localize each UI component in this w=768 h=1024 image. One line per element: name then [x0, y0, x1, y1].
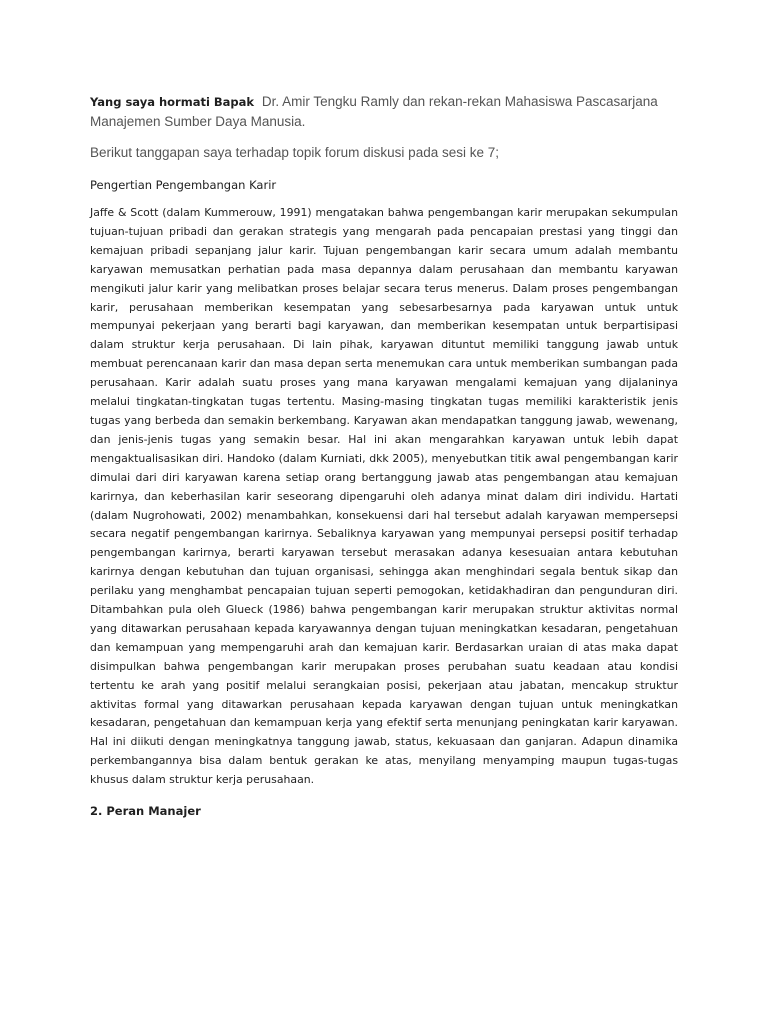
section-heading: Pengertian Pengembangan Karir: [90, 178, 277, 192]
salutation: [90, 92, 678, 131]
body-paragraph: Jaffe & Scott (dalam Kummerouw, 1991) mengatakan bahwa pengembangan karir merupakan sekumpulan tujuan-tujuan pribadi dan gerakan strategis yang mengarah pada pencapaian prestasi yang tinggi dan kemajuan pribadi sepanjang jalur karir. Tujuan pengembangan karir secara umum adalah membantu karyawan memusatkan perhatian pada masa depannya dalam perusahaan dan membantu karyawan mengikuti jalur karir yang melibatkan proses belajar secara terus menerus. Dalam proses pengembangan karir, perusahaan memberikan kesempatan yang sebesarbesarnya pada karyawan untuk untuk mempunyai pekerjaan yang berarti bagi karyawan, dan memberikan kesempatan untuk berpartisipasi dalam struktur kerja perusahaan. Di lain pihak, karyawan dituntut memiliki tanggung jawab untuk membuat perencanaan karir dan masa depan serta menemukan cara untuk memberikan sumbangan pada perusahaan. Karir adalah suatu proses yang mana karyawan mengalami kemajuan yang dijalaninya melalui tingkatan-tingkatan tugas tertentu. Masing-masing tingkatan tugas memiliki karakteristik jenis tugas yang berbeda dan semakin berkembang. Karyawan akan mendapatkan tanggung jawab, wewenang, dan jenis-jenis tugas yang semakin besar. Hal ini akan mengarahkan karyawan untuk lebih dapat mengaktualisasikan diri. Handoko (dalam Kurniati, dkk 2005), menyebutkan titik awal pengembangan karir dimulai dari diri karyawan karena setiap orang bertanggung jawab atas pengembangan atau kemajuan karirnya, dan keberhasilan karir seseorang dipengaruhi oleh adanya minat dalam diri individu. Hartati (dalam Nugrohowati, 2002) menambahkan, konsekuensi dari hal tersebut adalah karyawan mempersepsi secara negatif pengembangan karirnya. Sebaliknya karyawan yang mempunyai persepsi positif terhadap pengembangan karirnya, berarti karyawan tersebut merasakan adanya kesesuaian antara kebutuhan karirnya dengan kebutuhan dan tujuan organisasi, sehingga akan menghindari segala bentuk sikap dan perilaku yang menghambat pencapaian tujuan seperti pemogokan, ketidakhadiran dan pengunduran diri. Ditambahkan pula oleh Glueck (1986) bahwa pengembangan karir merupakan struktur aktivitas normal yang ditawarkan perusahaan kepada karyawannya dengan tujuan meningkatkan kesadaran, pengetahuan dan kemampuan yang mempengaruhi arah dan kemajuan karir. Berdasarkan uraian di atas maka dapat disimpulkan bahwa pengembangan karir merupakan proses perubahan suatu keadaan atau kondisi tertentu ke arah yang positif melalui serangkaian posisi, pekerjaan atau jabatan, mencakup struktur aktivitas formal yang ditawarkan perusahaan kepada karyawan dengan tujuan untuk meningkatkan kesadaran, pengetahuan dan kemampuan kerja yang efektif serta menunjang peningkatan karir karyawan. Hal ini diikuti dengan meningkatnya tanggung jawab, status, kekuasaan dan ganjaran. Adapun dinamika perkembangannya bisa dalam bentuk gerakan ke atas, menyilang menyamping maupun tugas-tugas khusus dalam struktur kerja perusahaan.: [90, 206, 678, 787]
next-section-heading: 2. Peran Manajer: [90, 804, 201, 819]
document-page: [90, 92, 678, 820]
intro-sentence: Berikut tanggapan saya terhadap topik forum diskusi pada sesi ke 7;: [90, 145, 499, 160]
salutation-addressee: Dr. Amir Tengku Ramly dan rekan-rekan Mahasiswa Pascasarjana Manajemen Sumber Daya Manusia.: [90, 94, 658, 129]
salutation-lead: Yang saya hormati Bapak: [90, 95, 255, 109]
